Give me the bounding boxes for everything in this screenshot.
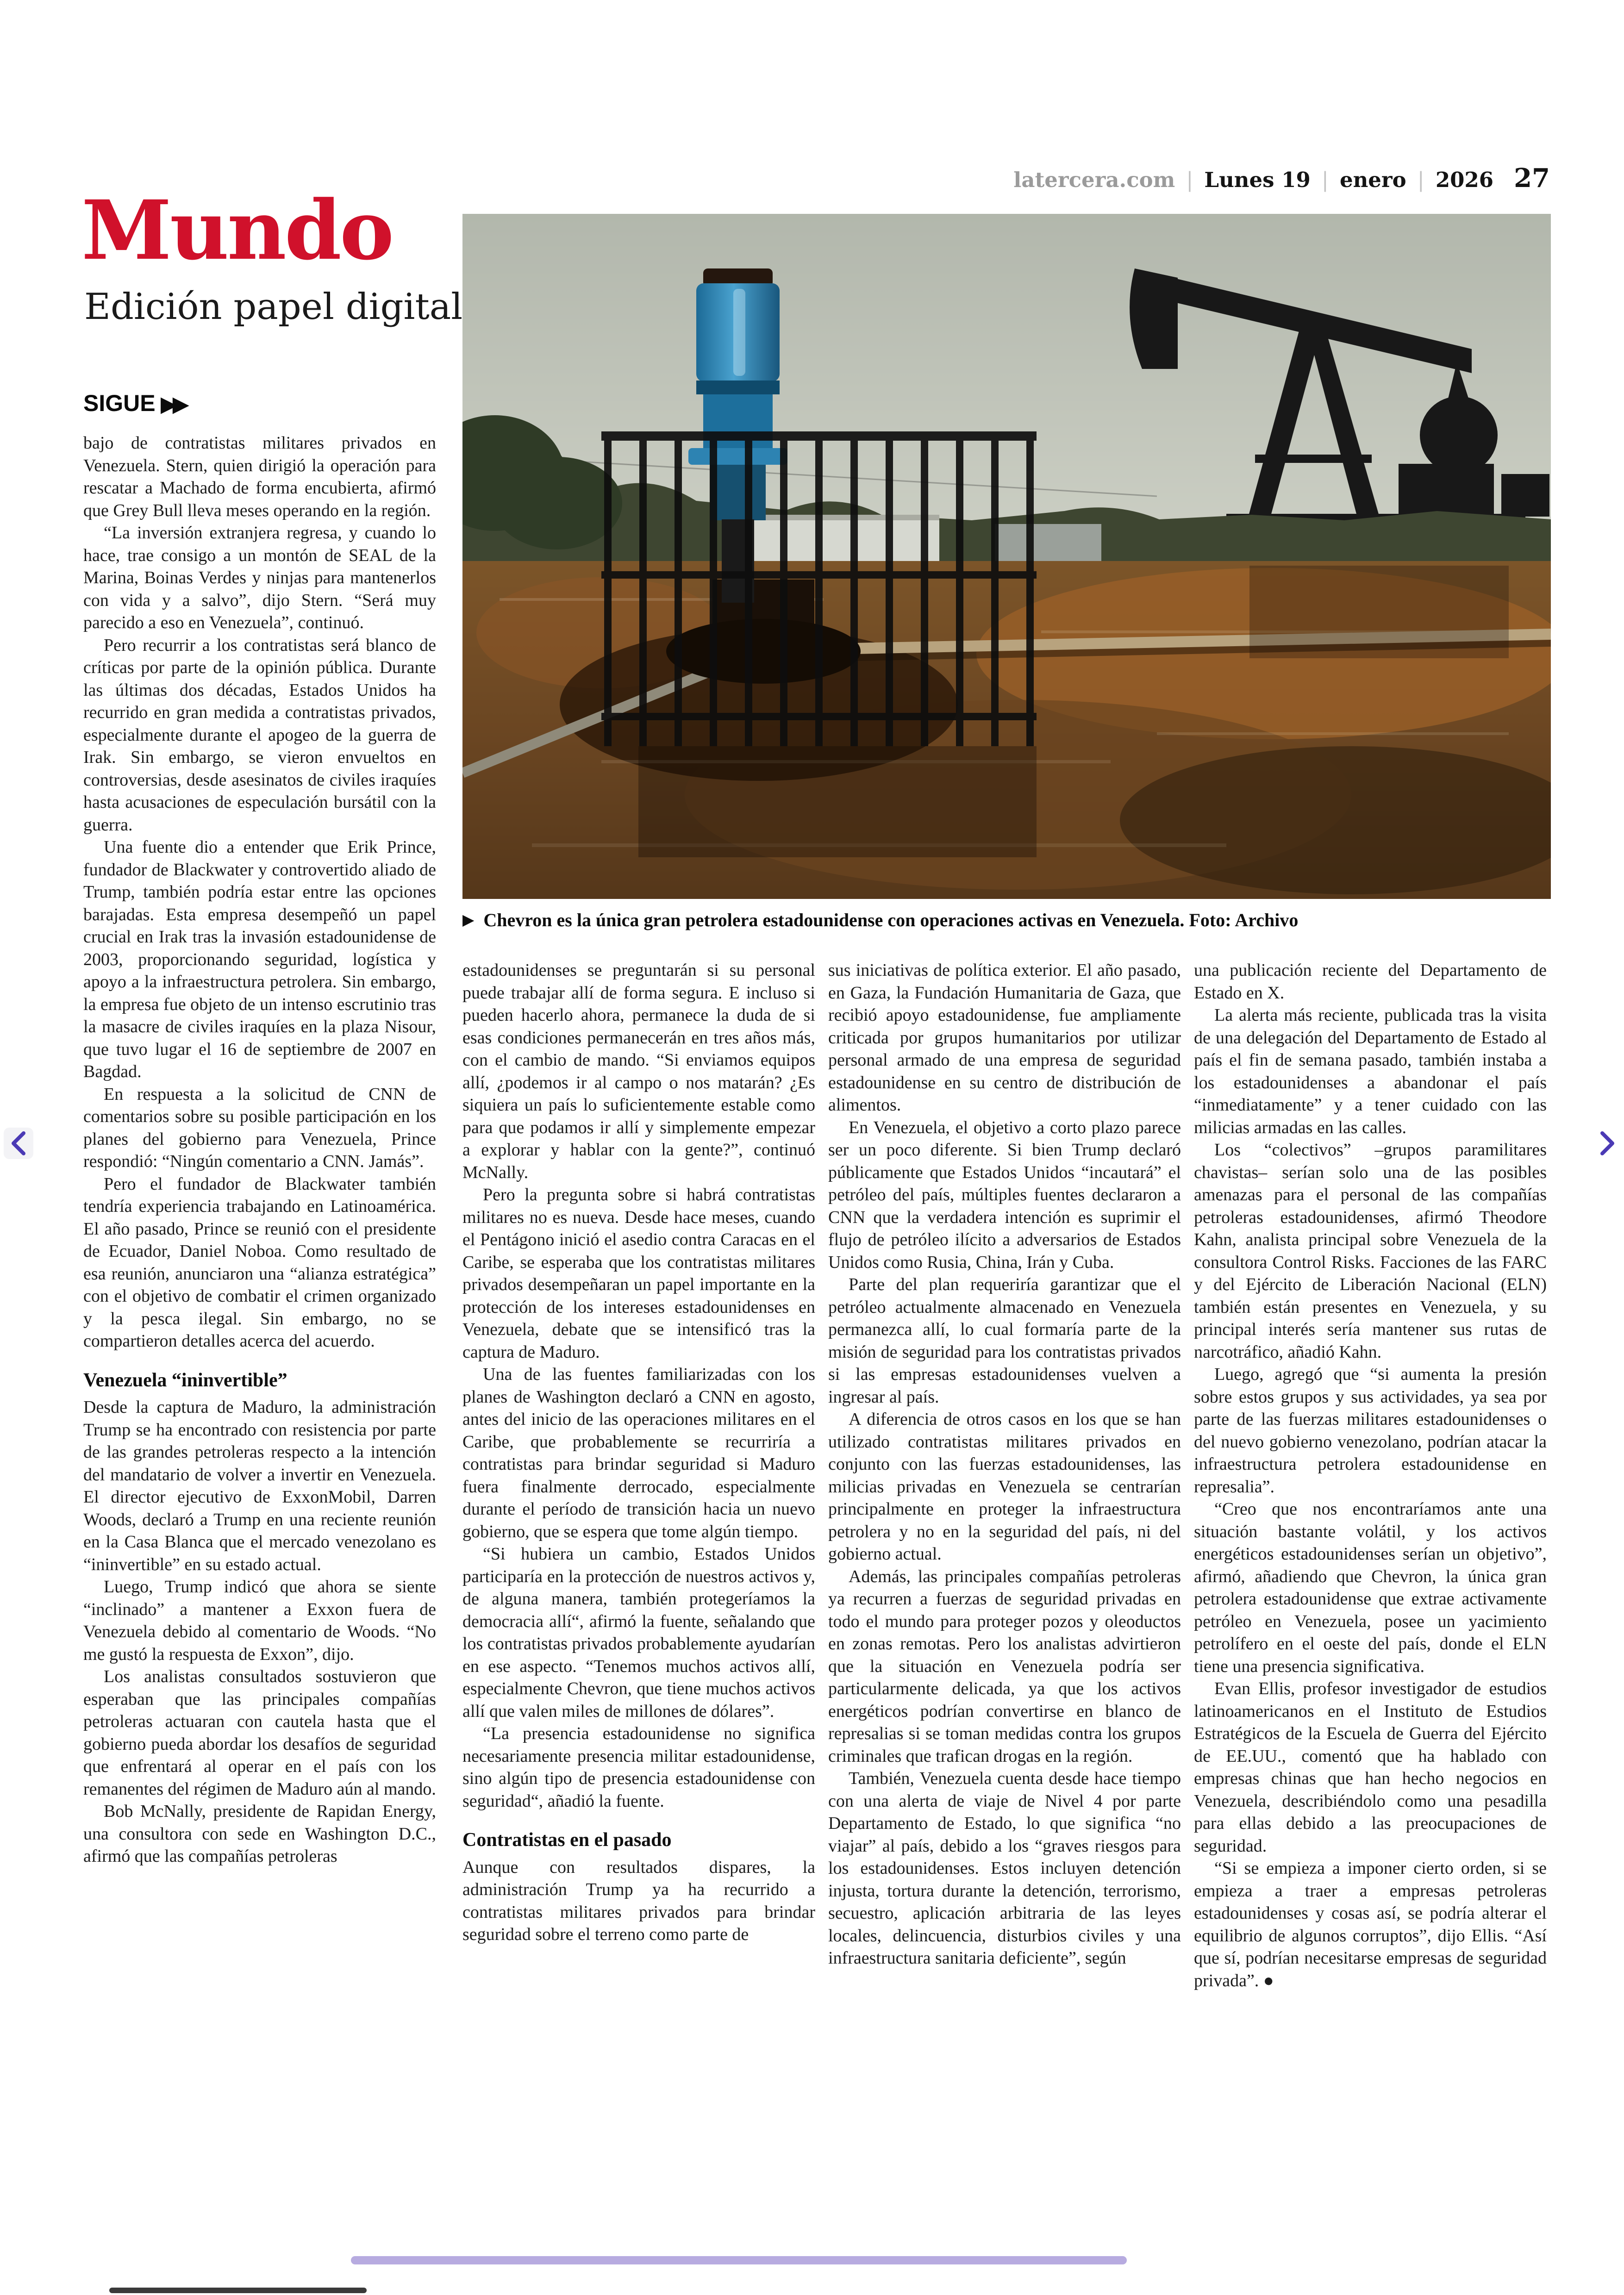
page-progress-bar: [109, 2288, 367, 2293]
article-paragraph: “Si se empieza a imponer cierto orden, si se empieza a traer a empresas petroleras estadounidenses y cosas así, se podría alterar el equilibrio de algunos corruptos”, dijo Ellis. “Así que sí, podrían necesitarse empresas de seguridad privada”. ●: [1194, 1858, 1547, 1990]
caption-credit: Foto: Archivo: [1189, 910, 1299, 930]
article-column-4: [1194, 959, 1547, 1992]
chevron-right-icon: [1599, 1131, 1615, 1155]
article-paragraph: Evan Ellis, profesor investigador de estudios latinoamericanos en el Instituto de Estudios Estratégicos de la Escuela de Guerra del Ejército de EE.UU., comentó que ha hablado con empresas chinas que han hecho negocios en Venezuela, describiéndolo como una pesadilla para ellas debido a las preocupaciones de seguridad.: [1194, 1679, 1547, 1856]
header-separator: |: [1321, 168, 1329, 192]
article-paragraph: Los analistas consultados sostuvieron que esperaban que las principales compañías petroleras actuaran con cautela hasta que el gobierno pueda abordar los desafíos de seguridad que enfrentará al operar en el país con los remanentes del régimen de Maduro aún al mando.: [83, 1667, 436, 1799]
article-paragraph: Los “colectivos” –grupos paramilitares chavistas– serían solo una de las posibles amenazas para el personal de las compañías petroleras estadounidenses, afirmó Theodore Kahn, analista principal sobre Venezuela de la consultora Control Risks. Facciones de las FARC y del Ejército de Liberación Nacional (ELN) también están presentes en Venezuela, y su principal interés sería mantener sus rutas de narcotráfico, añadió Kahn.: [1194, 1140, 1547, 1362]
page-header: [1013, 163, 1550, 193]
caption-text: Chevron es la única gran petrolera estadounidense con operaciones activas en Venezuela.: [483, 910, 1185, 930]
article-paragraph: Parte del plan requeriría garantizar que el petróleo actualmente almacenado en Venezuela permanezca allí, lo cual formaría parte de la misión de seguridad para los contratistas privados si las empresas estadounidenses vuelven a ingresar al país.: [828, 1275, 1181, 1407]
article-paragraph: En Venezuela, el objetivo a corto plazo parece ser un poco diferente. Si bien Trump declaró públicamente que Estados Unidos “incautará” el petróleo del país, múltiples fuentes declararon a CNN que la verdadera intención es suprimir el flujo de petróleo ilícito a adversarios de Estados Unidos como Rusia, China, Irán y Cuba.: [828, 1117, 1181, 1272]
article-paragraph: Luego, agregó que “si aumenta la presión sobre estos grupos y sus actividades, ya sea por parte de las fuerzas militares estadounidenses o del nuevo gobierno venezolano, podrían atacar la infraestructura petrolera estadounidense en represalia”.: [1194, 1365, 1547, 1497]
article-column-2: [462, 959, 815, 1946]
header-date-year: 2026: [1435, 168, 1494, 192]
header-date-day: Lunes 19: [1204, 168, 1311, 192]
article-paragraph: Luego, Trump indicó que ahora se siente “inclinado” a mantener a Exxon fuera de Venezuela debido al comentario de Woods. “No me gustó la respuesta de Exxon”, dijo.: [83, 1577, 436, 1664]
article-paragraph: Pero el fundador de Blackwater también tendría experiencia trabajando en Latinoamérica. El año pasado, Prince se reunió con el presidente de Ecuador, Daniel Noboa. Como resultado de esa reunión, anunciaron una “alianza estratégica” con el objetivo de combatir el crimen organizado y la pesca ilegal. Sin embargo, no se compartieron detalles acerca del acuerdo.: [83, 1174, 436, 1351]
article-paragraph: “La inversión extranjera regresa, y cuando lo hace, trae consigo a un montón de SEAL de la Marina, Boinas Verdes y ninjas para mantenerlos con vida y a salvo”, dijo Stern. “Será muy parecido a eso en Venezuela”, continuó.: [83, 523, 436, 632]
subhead-contratistas-pasado: Contratistas en el pasado: [462, 1829, 672, 1851]
article-paragraph: Pero la pregunta sobre si habrá contratistas militares no es nueva. Desde hace meses, cuando el Pentágono inició el asedio contra Caracas en el Caribe, se esperaba que los contratistas militares privados desempeñaran un papel importante en la protección de los intereses estadounidenses en Venezuela, debate que se intensificó tras la captura de Maduro.: [462, 1185, 815, 1362]
header-separator: |: [1186, 168, 1193, 192]
article-paragraph: Una fuente dio a entender que Erik Prince, fundador de Blackwater y controvertido aliado de Trump, también podría estar entre las opciones barajadas. Esta empresa desempeñó un papel crucial en Irak tras la invasión estadounidense de 2003, proporcionando seguridad, logística y apoyo a la infraestructura petrolera. Sin embargo, la empresa fue objeto de un intenso escrutinio tras la masacre de civiles iraquíes en la plaza Nisour, que tuvo lugar el 16 de septiembre de 2007 en Bagdad.: [83, 837, 436, 1081]
article-paragraph: sus iniciativas de política exterior. El año pasado, en Gaza, la Fundación Humanitaria de Gaza, que recibió apoyo estadounidense, fue ampliamente criticada por grupos humanitarios por utilizar personal armado de una empresa de seguridad estadounidense en su centro de distribución de alimentos.: [828, 960, 1181, 1115]
sigue-arrows-icon: ▶▶: [161, 393, 185, 416]
next-page-button[interactable]: [1593, 1128, 1622, 1159]
article-paragraph: “Creo que nos encontraríamos ante una situación bastante volátil, y los activos energéticos estadounidenses serían un objetivo”, afirmó, añadiendo que Chevron, la única gran petrolera estadounidense que extrae activamente petróleo en Venezuela, posee un yacimiento petrolífero en el oeste del país, donde el ELN tiene una presencia significativa.: [1194, 1499, 1547, 1676]
horizontal-scrollbar[interactable]: [351, 2256, 1127, 2264]
article-paragraph: Una de las fuentes familiarizadas con los planes de Washington declaró a CNN en agosto, antes del inicio de las operaciones militares en el Caribe, que probablemente se recurriría a contratistas para brindar seguridad si Maduro fuera finalmente derrocado, especialmente durante el período de transición hacia un nuevo gobierno, que se espera que tome algún tiempo.: [462, 1365, 815, 1541]
site-url: latercera.com: [1013, 168, 1175, 192]
article-paragraph: Desde la captura de Maduro, la administración Trump se ha encontrado con resistencia por parte de las grandes petroleras respecto a la intención del mandatario de volver a invertir en Venezuela. El director ejecutivo de ExxonMobil, Darren Woods, declaró a Trump en una reciente reunión en la Casa Blanca que el mercado venezolano es “ininvertible” en su estado actual.: [83, 1397, 436, 1574]
article-paragraph: Bob McNally, presidente de Rapidan Energy, una consultora con sede en Washington D.C., afirmó que las compañías petroleras: [83, 1802, 436, 1866]
article-paragraph: bajo de contratistas militares privados en Venezuela. Stern, quien dirigió la operación para rescatar a Machado de forma encubierta, afirmó que Grey Bull lleva meses operando en la región.: [83, 433, 436, 520]
article-photo: [462, 214, 1551, 899]
article-paragraph: En respuesta a la solicitud de CNN de comentarios sobre su posible participación en los planes del gobierno para Venezuela, Prince respondió: “Ningún comentario a CNN. Jamás”.: [83, 1084, 436, 1171]
article-paragraph: También, Venezuela cuenta desde hace tiempo con una alerta de viaje de Nivel 4 por parte Departamento de Estado, lo que significa “no viajar” al país, debido a los “graves riesgos para los estadounidenses. Estos incluyen detención injusta, tortura durante la detención, terrorismo, secuestro, aplicación arbitraria de las leyes locales, delincuencia, disturbios civiles y una infraestructura sanitaria deficiente”, según: [828, 1769, 1181, 1968]
sigue-label: [83, 390, 185, 417]
article-column-left: [83, 432, 436, 1868]
article-paragraph: una publicación reciente del Departamento de Estado en X.: [1194, 960, 1547, 1003]
previous-page-button[interactable]: [4, 1128, 33, 1159]
page-number: 27: [1514, 163, 1550, 193]
article-paragraph: A diferencia de otros casos en los que se han utilizado contratistas militares privados en conjunto con las fuerzas estadounidenses, las milicias privadas en Venezuela se centrarían principalmente en proteger la infraestructura petrolera y no en la seguridad del país, ni del gobierno actual.: [828, 1409, 1181, 1564]
article-paragraph: Además, las principales compañías petroleras ya recurren a fuerzas de seguridad privadas en todo el mundo para proteger pozos y oleoductos en zonas remotas. Pero los analistas advirtieron que la situación en Venezuela podría ser particularmente delicada, ya que los activos energéticos podrían convertirse en blanco de represalias si se toman medidas contra los grupos criminales que trafican drogas en la región.: [828, 1566, 1181, 1766]
article-paragraph: La alerta más reciente, publicada tras la visita de una delegación del Departamento de Estado al país el fin de semana pasado, también instaba a los estadounidenses a abandonar el país “inmediatamente” y a tener cuidado con las milicias armadas en las calles.: [1194, 1005, 1547, 1137]
chevron-left-icon: [11, 1131, 26, 1155]
article-paragraph: “La presencia estadounidense no significa necesariamente presencia militar estadounidense, sino algún tipo de presencia estadounidense con seguridad“, añadió la fuente.: [462, 1724, 815, 1811]
subhead-venezuela-ininvertible: Venezuela “ininvertible”: [83, 1369, 287, 1391]
article-paragraph: Pero recurrir a los contratistas será blanco de críticas por parte de la opinión pública. Durante las últimas dos décadas, Estados Unidos ha recurrido en gran medida a contratistas privados, especialmente durante el apogeo de la guerra de Irak. Sin embargo, se vieron envueltos en controversias, desde asesinatos de civiles iraquíes hasta acusaciones de especulación bursátil con la guerra.: [83, 635, 436, 835]
sigue-text: SIGUE: [83, 390, 156, 416]
photo-caption: [462, 909, 1551, 931]
venezuela-oilfield-photo: [462, 214, 1551, 899]
caption-marker-icon: ▶: [462, 911, 475, 929]
section-title: Mundo: [81, 182, 393, 278]
edition-subtitle: Edición papel digital: [84, 286, 463, 328]
article-column-3: [828, 959, 1181, 1970]
article-paragraph: estadounidenses se preguntarán si su personal puede trabajar allí de forma segura. E incluso si pueden hacerlo ahora, permanece la duda de si esas condiciones permanecerán en tres años más, con el cambio de mando. “Si enviamos equipos allí, ¿podemos ir al campo o nos matarán? ¿Es siquiera un país lo suficientemente estable como para que podamos ir allí y simplemente empezar a explorar y hablar con la gente?”, continuó McNally.: [462, 960, 815, 1182]
header-date-month: enero: [1339, 168, 1406, 192]
article-paragraph: Aunque con resultados dispares, la administración Trump ya ha recurrido a contratistas militares privados para brindar seguridad sobre el terreno como parte de: [462, 1857, 815, 1944]
article-paragraph: “Si hubiera un cambio, Estados Unidos participaría en la protección de nuestros activos y, de alguna manera, también protegeríamos la democracia allí“, afirmó la fuente, señalando que los contratistas privados probablemente ayudarían en ese aspecto. “Tenemos muchos activos allí, especialmente Chevron, que tiene muchos activos allí que valen miles de millones de dólares”.: [462, 1544, 815, 1721]
header-separator: |: [1417, 168, 1424, 192]
